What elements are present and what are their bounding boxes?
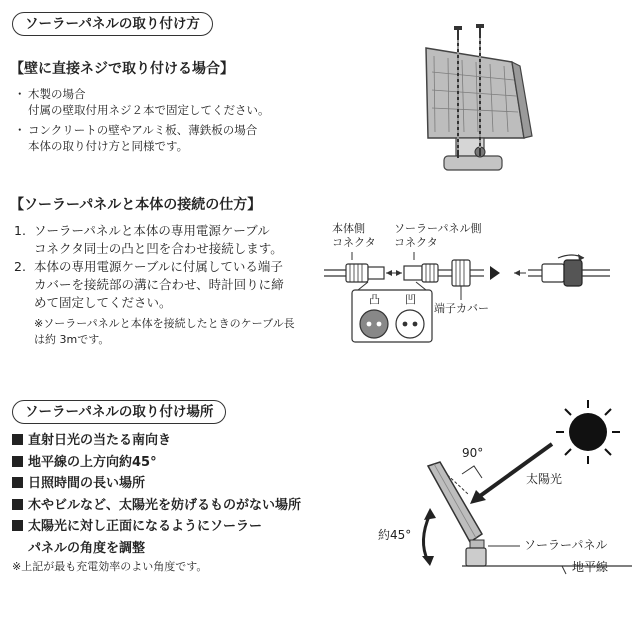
heading-connection: 【ソーラーパネルと本体の接続の仕方】 <box>10 197 262 213</box>
label-line: ソーラーパネル側 <box>394 222 482 235</box>
square-bullet-icon <box>12 499 23 510</box>
bullet: ・ <box>14 87 26 101</box>
square-bullet-icon <box>12 520 23 531</box>
sunlight-label: 太陽光 <box>526 472 563 486</box>
mounting-list <box>14 86 270 158</box>
concave-symbol: 凹 <box>405 293 416 306</box>
step-line: ソーラーパネルと本体の専用電源ケーブル <box>34 223 270 238</box>
body-connector-icon <box>346 264 384 282</box>
condition-item <box>12 495 301 517</box>
plug-face-inset <box>352 282 432 342</box>
label-line: コネクタ <box>332 236 376 249</box>
square-bullet-icon <box>12 456 23 467</box>
step-line: コネクタ同士の凸と凹を合わせ接続します。 <box>34 241 283 256</box>
label-line: 本体側 <box>332 222 365 235</box>
condition-item <box>12 473 301 495</box>
square-bullet-icon <box>12 477 23 488</box>
list-item <box>14 86 270 118</box>
condition-item <box>12 516 301 538</box>
condition-text: 太陽光に対し正面になるようにソーラー <box>28 519 263 534</box>
condition-text: 地平線の上方向約45° <box>28 454 157 470</box>
step-number: 1. <box>14 223 26 238</box>
cable-length-note <box>14 316 295 348</box>
item-main: 木製の場合 <box>28 87 86 101</box>
condition-text: 木やビルなど、太陽光を妨げるものがない場所 <box>28 497 302 513</box>
condition-item-continued <box>12 538 301 560</box>
note-line: ※ソーラーパネルと本体を接続したときのケーブル長 <box>34 317 295 330</box>
list-item <box>14 122 270 154</box>
step-line: 本体の専用電源ケーブルに付属している端子 <box>34 259 283 274</box>
convex-symbol: 凸 <box>369 293 380 306</box>
body-connector-label <box>332 222 376 250</box>
efficiency-note: ※上記が最も充電効率のよい角度です。 <box>12 560 208 573</box>
step-line: めて固定してください。 <box>34 295 172 310</box>
step-number: 2. <box>14 259 26 274</box>
item-main: コンクリートの壁やアルミ板、薄鉄板の場合 <box>28 123 258 137</box>
terminal-cover-label: 端子カバー <box>434 302 489 315</box>
step-item <box>14 222 284 258</box>
wall-mount-illustration <box>408 20 538 180</box>
solar-panel-label: ソーラーパネル <box>524 538 608 552</box>
horizon-label: 地平線 <box>572 560 609 574</box>
section-title-mounting: ソーラーパネルの取り付け方 <box>12 12 213 36</box>
angle-45-label: 約45° <box>378 528 412 542</box>
connection-steps <box>14 222 284 312</box>
terminal-cover-icon <box>452 260 484 300</box>
condition-item <box>12 430 301 452</box>
square-bullet-icon <box>12 434 23 445</box>
note-line: は約 3mです。 <box>34 333 110 346</box>
sun-icon <box>556 400 620 464</box>
tilted-panel-icon <box>428 462 486 566</box>
section-title-location: ソーラーパネルの取り付け場所 <box>12 400 226 424</box>
next-arrow-icon <box>490 266 500 280</box>
condition-item <box>12 452 301 474</box>
condition-text: 日照時間の長い場所 <box>28 476 146 491</box>
panel-connector-icon <box>404 264 438 282</box>
location-conditions <box>12 430 301 559</box>
item-sub: 本体の取り付け方と同様です。 <box>28 139 189 153</box>
connected-plug-icon <box>514 254 610 286</box>
step-line: カバーを接続部の溝に合わせ、時計回りに締 <box>34 277 284 292</box>
angle-90-label: 90° <box>462 446 484 460</box>
heading-wall-screw: 【壁に直接ネジで取り付ける場合】 <box>10 61 234 77</box>
bullet: ・ <box>14 123 26 137</box>
condition-text: パネルの角度を調整 <box>28 540 146 556</box>
item-sub: 付属の壁取付用ネジ２本で固定してください。 <box>28 103 270 117</box>
label-line: コネクタ <box>394 236 438 249</box>
condition-text: 直射日光の当たる南向き <box>28 433 172 448</box>
step-item <box>14 258 284 312</box>
panel-connector-label <box>394 222 481 250</box>
